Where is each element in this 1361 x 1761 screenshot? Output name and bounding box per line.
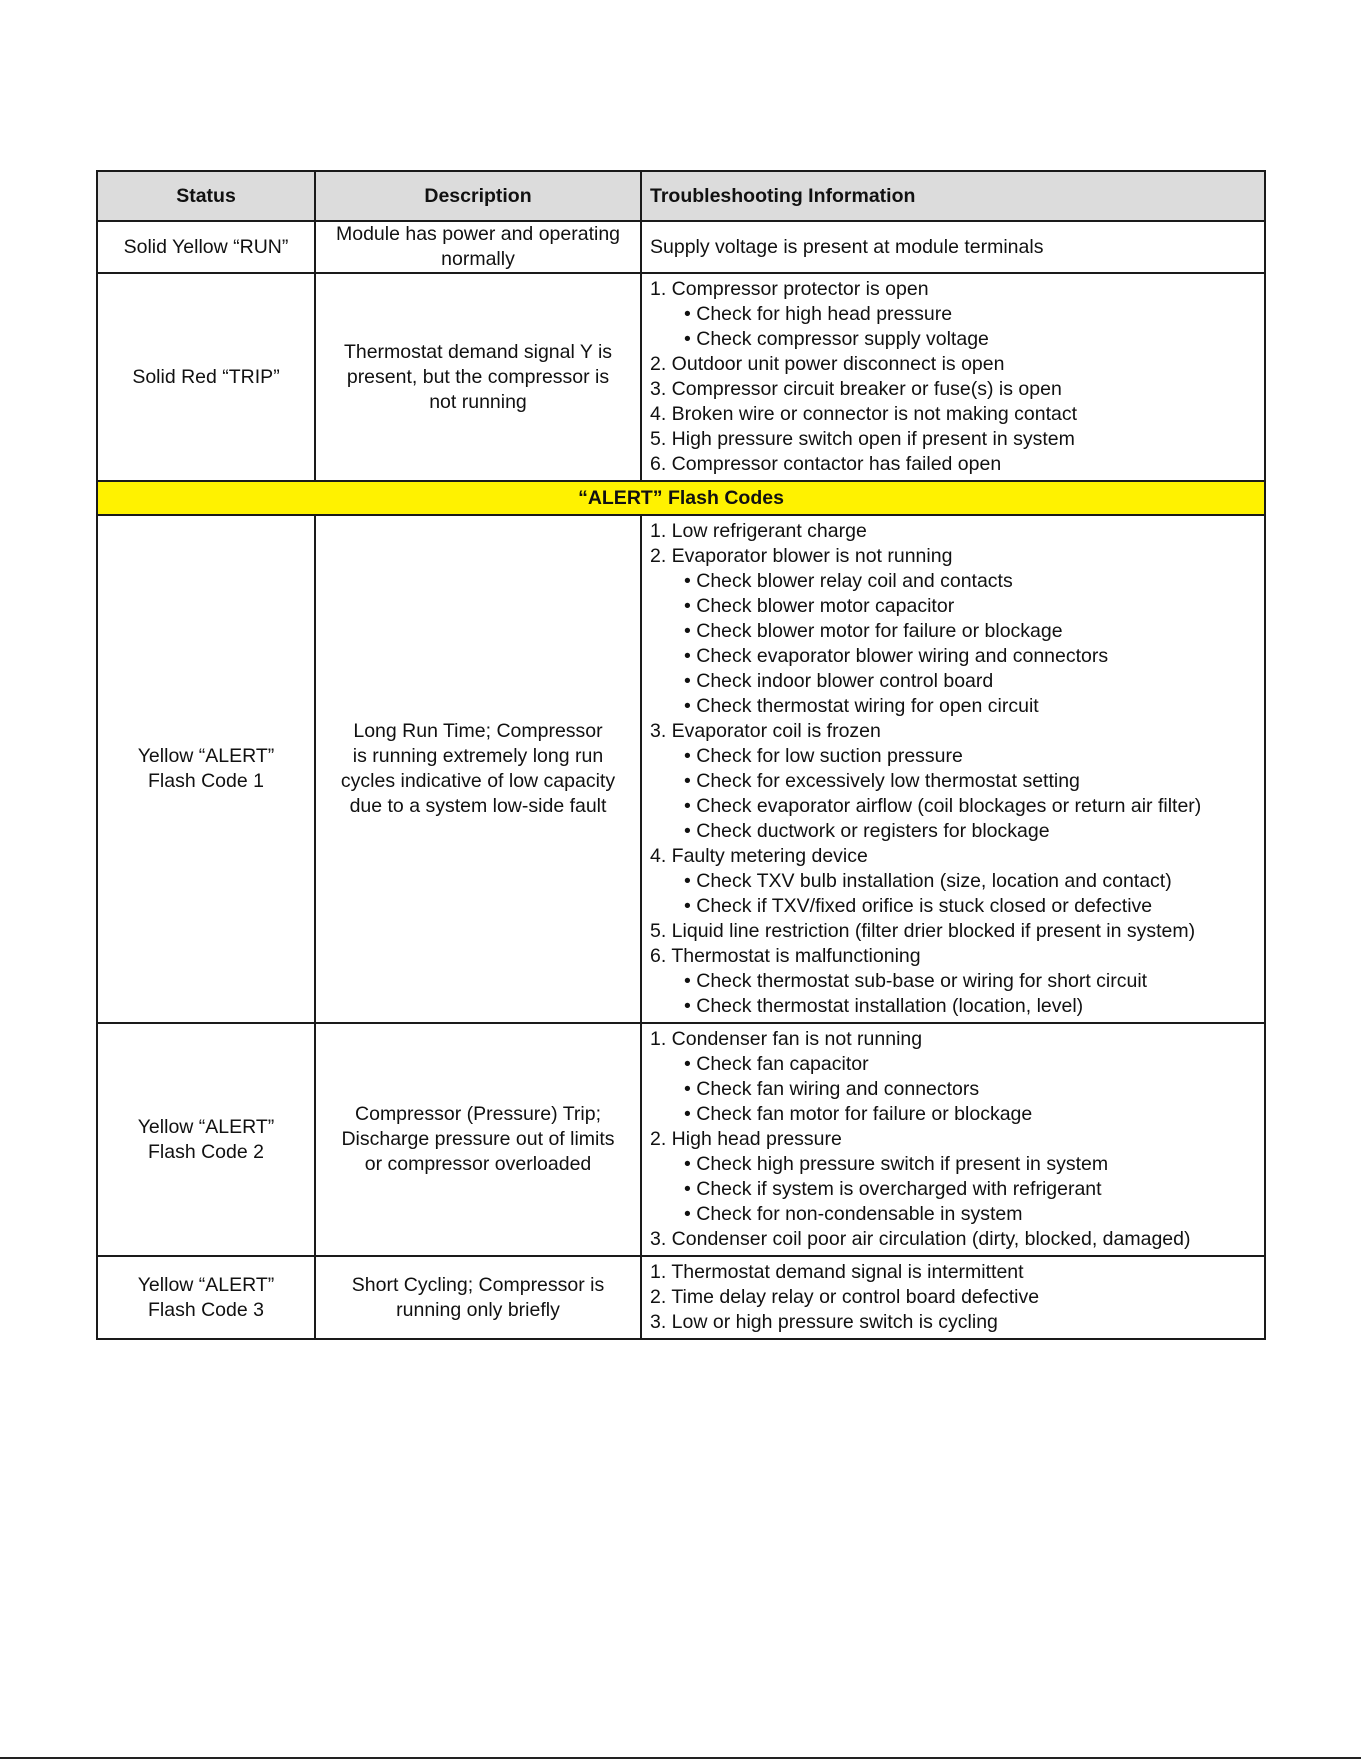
table-body xyxy=(97,221,1265,1339)
cause-item: 3. Evaporator coil is frozen xyxy=(650,720,881,742)
cause-item: 2. Outdoor unit power disconnect is open xyxy=(650,353,1005,375)
cause-item: 5. Liquid line restriction (filter drier blocked if present in system) xyxy=(650,920,1196,942)
cell-line: Yellow “ALERT” xyxy=(137,1273,275,1296)
cause-item: 1. Compressor protector is open xyxy=(650,278,929,300)
cell-line: cycles indicative of low capacity xyxy=(340,770,616,792)
troubleshooting-cell xyxy=(641,221,1265,273)
description-cell xyxy=(315,273,641,481)
cause-item: 6. Thermostat is malfunctioning xyxy=(650,945,921,967)
troubleshooting-cell xyxy=(641,273,1265,481)
cause-item: 1. Low refrigerant charge xyxy=(650,520,867,542)
status-cell xyxy=(97,515,315,1023)
cell-line: Compressor (Pressure) Trip; xyxy=(355,1103,601,1125)
cause-item: 5. High pressure switch open if present in system xyxy=(650,428,1075,450)
cause-item: 2. Time delay relay or control board defective xyxy=(650,1286,1040,1308)
check-item: • Check blower relay coil and contacts xyxy=(684,570,1013,592)
check-item: • Check thermostat sub-base or wiring for short circuit xyxy=(684,970,1148,992)
header-troubleshooting: Troubleshooting Information xyxy=(641,171,1265,221)
cell-line: Flash Code 1 xyxy=(148,770,264,792)
header-row xyxy=(97,171,1265,221)
cell-line: Flash Code 2 xyxy=(148,1140,264,1163)
page-bottom-rule xyxy=(0,1757,1361,1759)
status-cell xyxy=(97,273,315,481)
cause-item: 1. Condenser fan is not running xyxy=(650,1028,923,1050)
cell-line: or compressor overloaded xyxy=(364,1153,592,1175)
alert-banner-row xyxy=(97,481,1265,515)
cause-item: 2. Evaporator blower is not running xyxy=(650,545,953,567)
check-item: • Check for low suction pressure xyxy=(684,745,963,767)
check-item: • Check blower motor capacitor xyxy=(684,595,955,617)
check-item: • Check fan motor for failure or blockage xyxy=(684,1103,1033,1125)
table-row xyxy=(97,221,1265,273)
cell-line: Module has power and operating xyxy=(335,223,621,245)
cause-item: 4. Broken wire or connector is not making contact xyxy=(650,403,1078,425)
cause-item: 3. Low or high pressure switch is cycling xyxy=(650,1311,998,1333)
check-item: • Check fan capacitor xyxy=(684,1053,869,1075)
table-row xyxy=(97,1023,1265,1256)
cell-line: Solid Red “TRIP” xyxy=(132,365,280,388)
description-cell xyxy=(315,515,641,1023)
cell-line: Thermostat demand signal Y is xyxy=(343,340,613,363)
cause-item: 3. Compressor circuit breaker or fuse(s) is open xyxy=(650,378,1062,400)
cell-line: Flash Code 3 xyxy=(148,1298,264,1321)
cell-line: is running extremely long run xyxy=(352,745,604,767)
cell-line: Discharge pressure out of limits xyxy=(341,1128,615,1150)
cell-line: due to a system low-side fault xyxy=(349,795,607,817)
status-cell xyxy=(97,1256,315,1339)
check-item: • Check TXV bulb installation (size, location and contact) xyxy=(684,870,1172,892)
alert-flash-codes-banner: “ALERT” Flash Codes xyxy=(97,481,1265,515)
cell-line: normally xyxy=(441,248,515,270)
check-item: • Check fan wiring and connectors xyxy=(684,1078,980,1100)
table-row xyxy=(97,273,1265,481)
cell-line: Short Cycling; Compressor is xyxy=(351,1273,605,1296)
check-item: • Check if system is overcharged with refrigerant xyxy=(684,1178,1102,1200)
check-item: • Check indoor blower control board xyxy=(684,670,994,692)
check-item: • Check for excessively low thermostat setting xyxy=(684,770,1080,792)
cause-item: Supply voltage is present at module terminals xyxy=(650,235,1044,258)
check-item: • Check compressor supply voltage xyxy=(684,328,989,350)
cause-item: 6. Compressor contactor has failed open xyxy=(650,453,1002,475)
cause-item: 3. Condenser coil poor air circulation (dirty, blocked, damaged) xyxy=(650,1228,1191,1250)
check-item: • Check blower motor for failure or blockage xyxy=(684,620,1063,642)
check-item: • Check for high head pressure xyxy=(684,303,953,325)
description-cell xyxy=(315,1023,641,1256)
check-item: • Check ductwork or registers for blockage xyxy=(684,820,1050,842)
check-item: • Check high pressure switch if present in system xyxy=(684,1153,1109,1175)
table-row xyxy=(97,515,1265,1023)
table-row xyxy=(97,1256,1265,1339)
cause-item: 1. Thermostat demand signal is intermittent xyxy=(650,1261,1024,1283)
cause-item: 4. Faulty metering device xyxy=(650,845,868,867)
cell-line: present, but the compressor is xyxy=(346,365,610,388)
check-item: • Check evaporator airflow (coil blockages or return air filter) xyxy=(684,795,1202,817)
header-status: Status xyxy=(97,171,315,221)
status-cell xyxy=(97,221,315,273)
cell-line: Long Run Time; Compressor xyxy=(353,720,603,742)
troubleshooting-cell xyxy=(641,1023,1265,1256)
troubleshooting-cell xyxy=(641,1256,1265,1339)
cell-line: Yellow “ALERT” xyxy=(137,745,275,767)
header-description: Description xyxy=(315,171,641,221)
check-item: • Check for non-condensable in system xyxy=(684,1203,1023,1225)
troubleshooting-cell xyxy=(641,515,1265,1023)
cause-item: 2. High head pressure xyxy=(650,1128,842,1150)
check-item: • Check if TXV/fixed orifice is stuck closed or defective xyxy=(684,895,1153,917)
cell-line: running only briefly xyxy=(396,1298,560,1321)
description-cell xyxy=(315,221,641,273)
description-cell xyxy=(315,1256,641,1339)
check-item: • Check thermostat installation (location, level) xyxy=(684,995,1084,1017)
troubleshooting-table xyxy=(96,170,1266,1340)
cell-line: not running xyxy=(429,390,527,413)
check-item: • Check thermostat wiring for open circuit xyxy=(684,695,1039,717)
cell-line: Yellow “ALERT” xyxy=(137,1115,275,1138)
check-item: • Check evaporator blower wiring and connectors xyxy=(684,645,1109,667)
cell-line: Solid Yellow “RUN” xyxy=(123,235,289,258)
status-cell xyxy=(97,1023,315,1256)
